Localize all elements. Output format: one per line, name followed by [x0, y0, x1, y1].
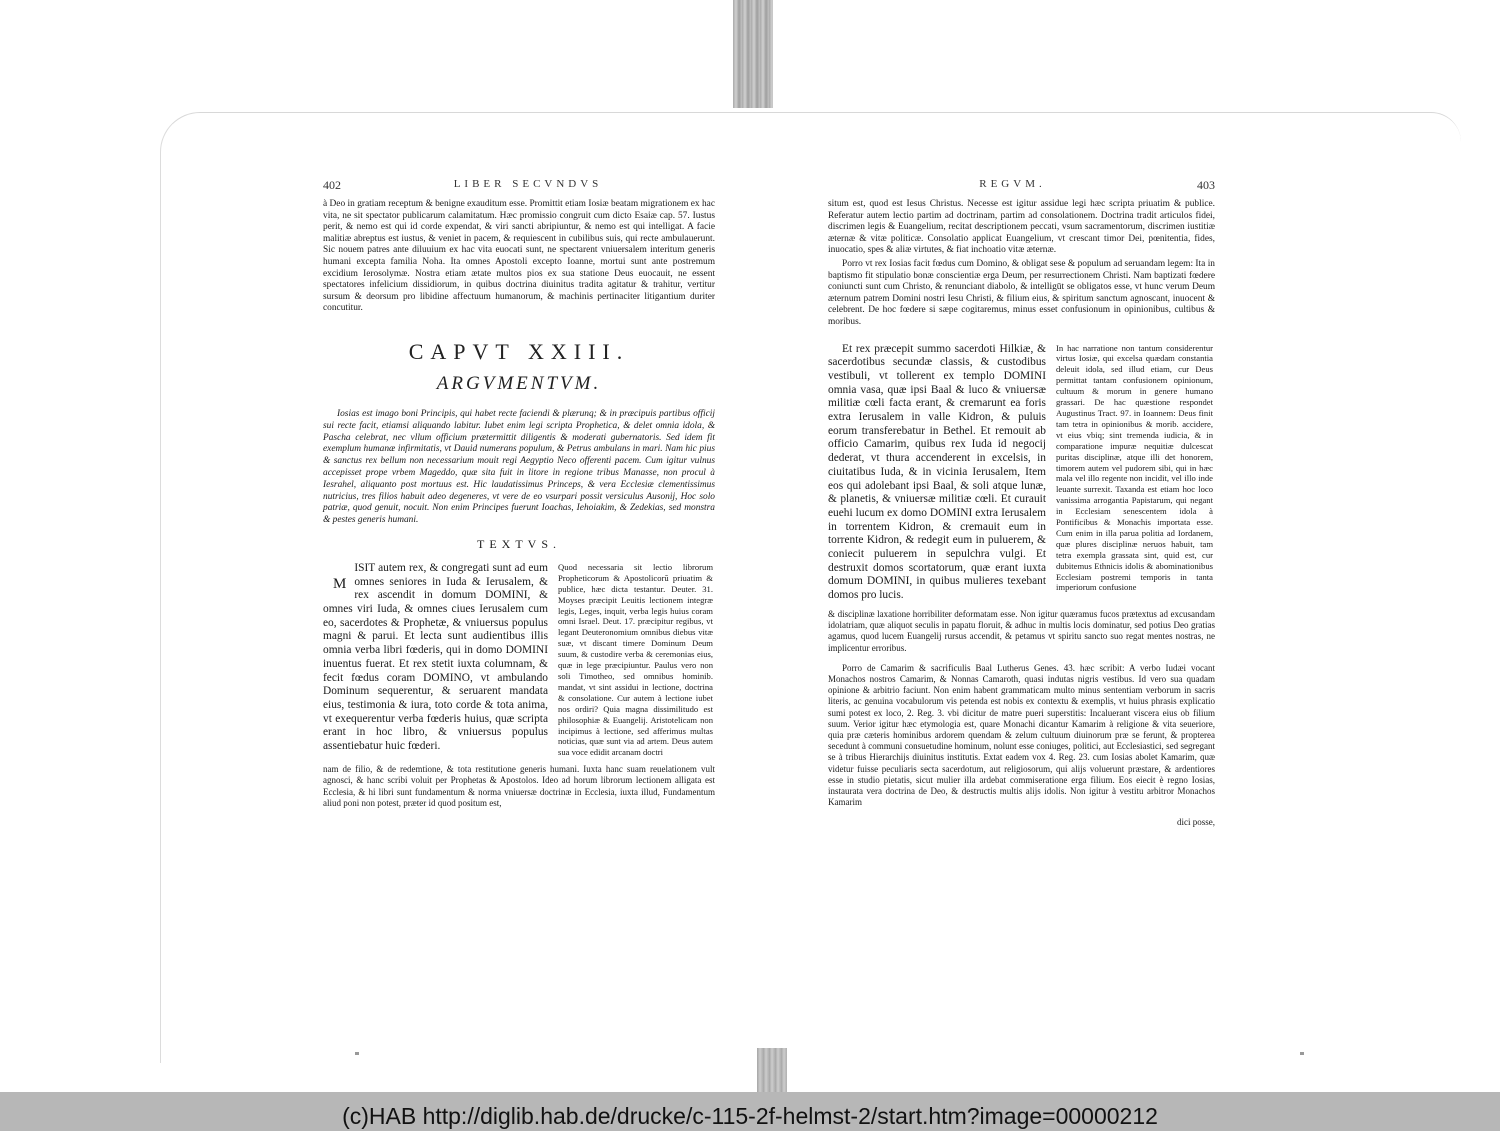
right-intro-text-2: Porro vt rex Iosias facit fœdus cum Domino, & obligat sese & populum ad seruandam legem: Ita in baptismo fit stipulatio bonæ conscientiæ erga Deum, per resurrectionem Christi. Nam baptizati fœdere coniuncti sunt cum Christo, & renunciant diabolo, & intelligūt se obligatos esse, vt hunc verum Deum æternum patrem Domini nostri Iesu Christi, & filium eius, & spiritum sanctum agnoscant, inuocent & celebrent. De hoc fœdere si sæpe cogitaremus, minus esset confusionum in opinionibus, cultibus & moribus. — [828, 258, 1215, 327]
chapter-title: CAPVT XXIII. — [408, 338, 630, 364]
right-running-title: REGVM. — [979, 178, 1046, 190]
right-page — [828, 178, 1215, 827]
catchword: dici posse, — [1177, 817, 1215, 828]
right-side-note: In hac narratione non tantum considerentur virtus Iosiæ, qui excelsa quædam constantia deleuit idola, sed illud etiam, cur Deus permittat tantam confusionem opinionum, cultuum & morum in genere humano grassari. De hac quæstione respondet Augustinus Tract. 97. in Ioannem: Deus finit tam tetra in opinionibus & morib. accidere, vt eius vbiq; sint tremenda iudicia, & in comparatione impuræ nequitiæ dulcescat puritas disciplinæ, atque illi det honorem, timorem autem vel pudorem sibi, qui in hæc mala vel illo regente non incidit, vel illo inde leuante surrexit. Taxanda est etiam hoc loco vanissima arrogantia Papistarum, qui negant in Ecclesiam senescentem idola à Pontificibus & Monachis importata esse. Cum enim in illa parua politia ad Iordanem, quæ plures disciplinæ neruos habuit, tam tetra exempla grassata sint, quid est, cur dubitemus Ethnicis idolis & abominationibus Ecclesiam postremi temporis in tanta imperiorum confusione — [1056, 342, 1213, 593]
scan-speck — [355, 1052, 359, 1055]
left-running-head — [323, 178, 715, 193]
argument-heading: ARGVMENTVM. — [436, 372, 602, 394]
right-running-head — [828, 178, 1215, 193]
left-page-number: 402 — [323, 178, 341, 192]
left-columns — [323, 562, 715, 758]
right-columns — [828, 343, 1215, 603]
left-running-title: LIBER SECVNDVS — [453, 178, 603, 190]
left-page — [323, 178, 715, 818]
argument-text: Iosias est imago boni Principis, qui habet recte faciendi & plærunq; & in præcipuis partibus officij sui recte facit, etiamsi aliquando labitur. Iubet enim legi scripta Prophetica, & delet omnia idola, & Pascha celebrat, nec vllum officium prætermittit diligentis & moderati gubernatoris. Sed idem fit exemplum humanæ infirmitatis, vt Dauid numerans populum, & Petrus ambulans in mari. Nam hic pius & sanctus rex bellum non necessarium mouit regi Aegyptio Neco offerenti pacem. Cum igitur vulnus accepisset prope vrbem Mageddo, quæ sita fuit in litore in regione tribus Manasse, non procul à Iesrahel, aliquanto post mortuus est. Hic laudatissimus Princeps, & vera Ecclesiæ clementissimus nutricius, tres filios habuit adeo degeneres, vt vere de eo vsurpari possit versiculus Ausonij, Hoc solo patriæ, quod genuit, nocuit. Non enim Principes fuerunt Ioachas, Iehoiakim, & Zedekias, sed monstra & pestes generis humani. — [323, 408, 715, 526]
right-main-text: Et rex præcepit summo sacerdoti Hilkiæ, & sacerdotibus secundæ classis, & custodibus vestibuli, vt tollerent ex templo DOMINI omnia vasa, quæ ipsi Baal & luco & vniuersæ militiæ cœli facta erant, & cremarunt ea foris extra Ierusalem in valle Kidron, & puluis eorum transferebatur in Bethel. Et remouit ab officio Camarim, quibus rex Iuda id negocij dederat, vt thura accenderent in excelsis, in ciuitatibus Iuda, & in vicinia Ierusalem, Item eos qui adolebant ipsi Baal, & soli atque lunæ, & planetis, & vniuersæ militiæ cœli. Et curauit euehi lucum ex domo DOMINI extra Ierusalem in torrentem Kidron, & cremauit eum in torrente Kidron, & redegit eum in puluerem, & coniecit puluerem in sepulchra vulgi. Et destruxit domos scortatorum, quæ erant iuxta domum DOMINI, in quibus mulieres texebant domos pro lucis. — [828, 342, 1046, 602]
left-side-note: Quod necessaria sit lectio librorum Propheticorum & Apostolicorū priuatim & publice, hæc dicta testantur. Deuter. 31. Moyses præcipit Leuitis lectionem integræ legis, Leges, inquit, verba legis huius coram omni Israel. Deut. 17. præcipitur regibus, vt legant Deuteronomium omnibus diebus vitæ suæ, vt discant timere Dominum Deum suum, & custodire verba & ceremonias eius, quæ in lege præcipiuntur. Paulus vero non soli Timotheo, sed omnibus hominib. mandat, vt sint assidui in lectione, doctrina & consolatione. Cur autem à lectione iubet nos ordiri? Quia magna dissimilitudo est philosophiæ & Euangelij. Aristotelicam non incipimus à lectione, sed afferimus multas noticias, quæ sunt via ad artem. Deus autem sua voce edidit arcanam doctri — [558, 561, 713, 758]
left-intro-text: à Deo in gratiam receptum & benigne exauditum esse. Promittit etiam Iosiæ beatam migrationem ex hac vita, ne sit spectator publicarum calamitatum. Hæc promissio congruit cum dicto Esaiæ cap. 57. Iustus perit, & nemo est qui id corde expendat, & viri sancti abripiuntur, & nemo est qui intelligat. A facie malitiæ abreptus est iustus, & veniet in pacem, & requiescent in cubilibus suis, qui recte ambulauerunt. Sic nouem patres ante diluuium ex hac vita euocati sunt, ne spectarent vniuersalem interitum generis humani excepta familia Noha. Ita omnes Apostoli excepto Ioanne, mortui sunt ante postremum excidium Ierosolymæ. Nostra etiam ætate multos pios ex sua statione Deus euocauit, ne essent spectatores infelicium dissidiorum, in quibus doctrina diuinitus tradita agitatur & trahitur, vertitur sursum & deorsum pro libidine affectuum humanorum, & machinis pertinaciter litigantium duriter concutitur. — [323, 199, 715, 314]
book-gutter-bottom — [757, 1048, 787, 1092]
book-gutter-top — [733, 0, 773, 108]
left-main-column — [323, 562, 548, 758]
right-bottom-note-1: & disciplinæ laxatione horribiliter deformatam esse. Non igitur quæramus fucos prætextus ad excusandam idolatriam, quæ aliquot seculis in papatu floruit, & adhuc in multis locis dominatur, sed potius Deo gratias agamus, quod lucem Euangelij rursus accendit, & petamus vt spiritu sancto suo regat mentes nostras, ne implicentur erroribus. — [828, 608, 1215, 653]
left-main-text: ISIT autem rex, & congregati sunt ad eum omnes seniores in Iuda & Ierusalem, & rex ascendit in domum DOMINI, & omnes viri Iuda, & omnes ciues Ierusalem cum eo, sacerdotes & Prophetæ, & vniuersus populus magni & parui. Et lecta sunt audientibus illis omnia verba libri fœderis, qui in domo DOMINI inuentus fuerat. Et rex stetit iuxta columnam, & fecit fœdus coram DOMINO, vt ambulando Dominum sequerentur, & seruarent mandata eius, testimonia & iura, toto corde & tota anima, vt exequerentur verba fœderis huius, quæ scripta erant in hoc libro, & vniuersus populus assentiebatur huic fœderi. — [323, 561, 548, 753]
scan-speck — [1300, 1052, 1304, 1055]
right-bottom-note-2: Porro de Camarim & sacrificulis Baal Lutherus Genes. 43. hæc scribit: A verbo Iudæi vocant Monachos nostros Camarim, & Nonnas Camaroth, quasi indutas nigris vestibus. Id vero sua quadam opinione & arbitrio faciunt. Non enim habent grammaticam multo minus sententiam verborum in sacris literis, ac genuina vocabulorum vis petenda est nobis ex contextu & exemplis, vt huius phrasis explicatio sumi potest ex loco, 2. Reg. 3. vbi dicitur de matre pueri superstitis: Incaluerant viscera eius ob filium suum. Verior igitur hæc etymologia est, quare Monachi dicantur Kamarim à religione & vita seueriore, quia præ cæteris hominibus ardorem quendam & zelum cultuum diuinorum præ se ferunt, & propterea secedunt à communi consuetudine hominum, nolunt esse coniuges, politici, aut Ecclesiastici, sed segregant se à tribus Hierarchijs diuinitus institutis. Extat eadem vox 4. Reg. 23. cum Iosias abolet Kamarim, quæ videtur fuisse peculiaris secta sacerdotum, aut religiosorum, qui alijs voluerunt præstare, & ardentiores esse in studio pietatis, sicut mulier illa ardebat commiseratione erga filium. Eos eiecit è regno Iosias, instaurata vera doctrina de Deo, & destructis multis alijs idolis. Non igitur à vestitu arbitror Monachos Kamarim — [828, 662, 1215, 808]
right-intro-text-1: situm est, quod est Iesus Christus. Necesse est igitur assidue legi hæc scripta priuatim & publice. Referatur autem lectio partim ad doctrinam, partim ad consolationem. Doctrina tradit articulos fidei, discrimen legis & Euangelium, recitat descriptionem peccati, vsum sacramentorum, discrimen iustitiæ æternæ & vitæ politicæ. Consolatio applicat Euangelium, vt crescant timor Dei, pœnitentia, fides, inuocatio, spes & aliæ virtutes, & fiat inchoatio vitæ æternæ. — [828, 199, 1215, 256]
left-bottom-note: nam de filio, & de redemtione, & tota restitutione generis humani. Iuxta hanc suam reuelationem vult agnosci, & hanc scribi voluit per Prophetas & Apostolos. Ideo ad horum librorum lectionem alligata est Ecclesia, & hi libri sunt fundamentum & norma vniuersæ doctrinæ in Ecclesia, iuxta illud, Fundamentum aliud poni non potest, præter id quod positum est, — [323, 764, 715, 808]
textus-heading: TEXTVS. — [477, 536, 561, 551]
right-page-number: 403 — [1196, 178, 1215, 192]
footer-credit: (c)HAB http://diglib.hab.de/drucke/c-115-2f-helmst-2/start.htm?image=00000212 — [0, 1092, 1500, 1131]
drop-cap: M — [333, 575, 347, 592]
